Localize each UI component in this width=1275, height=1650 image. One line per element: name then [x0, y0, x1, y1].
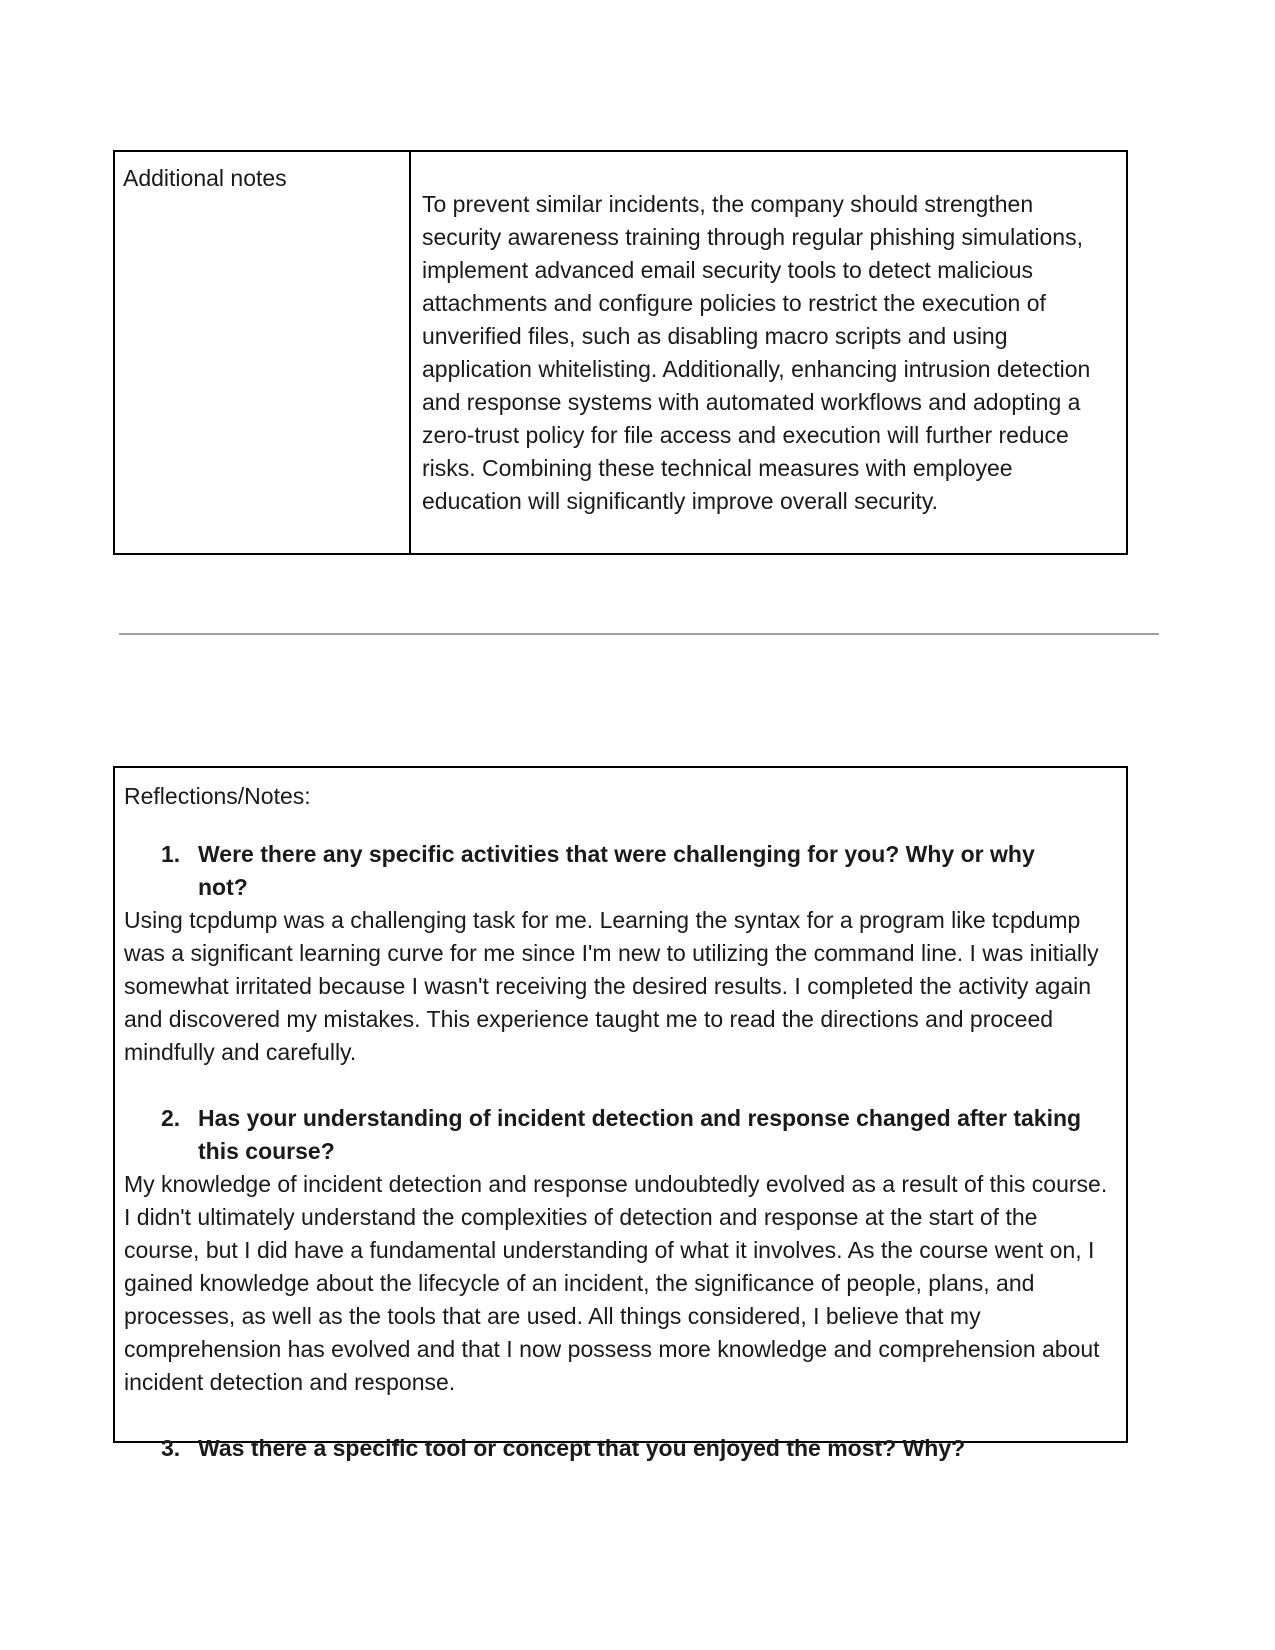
question-2 — [124, 1102, 1118, 1168]
additional-notes-table — [113, 150, 1128, 555]
reflections-box — [113, 766, 1128, 1461]
reflections-title: Reflections/Notes: — [124, 783, 311, 809]
question-1 — [124, 838, 1118, 904]
horizontal-divider — [119, 633, 1159, 635]
additional-notes-text: To prevent similar incidents, the company should strengthen security awareness training through regular phishing simulations, implement advanced email security tools to detect malicious attachments and configure policies to restrict the execution of unverified files, such as disabling macro scripts and using application whitelisting. Additionally, enhancing intrusion detection and response systems with automated workflows and adopting a zero-trust policy for file access and execution will further reduce risks. Combining these technical measures with employee education will significantly improve overall security. — [422, 191, 1091, 514]
question-3 — [124, 1432, 1118, 1465]
question-number: 1. — [161, 841, 181, 867]
question-text: Were there any specific activities that were challenging for you? Why or why not? — [198, 841, 1035, 900]
question-number: 3. — [161, 1435, 181, 1461]
question-text: Has your understanding of incident detection and response changed after taking this course? — [198, 1105, 1082, 1164]
answer-2: My knowledge of incident detection and response undoubtedly evolved as a result of this course. I didn't ultimately understand the complexities of detection and response at the start of the course, but I did have a fundamental understanding of what it involves. As the course went on, I gained knowledge about the lifecycle of an incident, the significance of people, plans, and processes, as well as the tools that are used. All things considered, I believe that my comprehension has evolved and that I now possess more knowledge and comprehension about incident detection and response. — [124, 1171, 1108, 1395]
additional-notes-label: Additional notes — [115, 152, 411, 553]
question-number: 2. — [161, 1105, 181, 1131]
question-text: Was there a specific tool or concept that you enjoyed the most? Why? — [198, 1435, 966, 1461]
answer-1: Using tcpdump was a challenging task for me. Learning the syntax for a program like tcpdump was a significant learning curve for me since I'm new to utilizing the command line. I was initially somewhat irritated because I wasn't receiving the desired results. I completed the activity again and discovered my mistakes. This experience taught me to read the directions and proceed mindfully and carefully. — [124, 907, 1099, 1065]
